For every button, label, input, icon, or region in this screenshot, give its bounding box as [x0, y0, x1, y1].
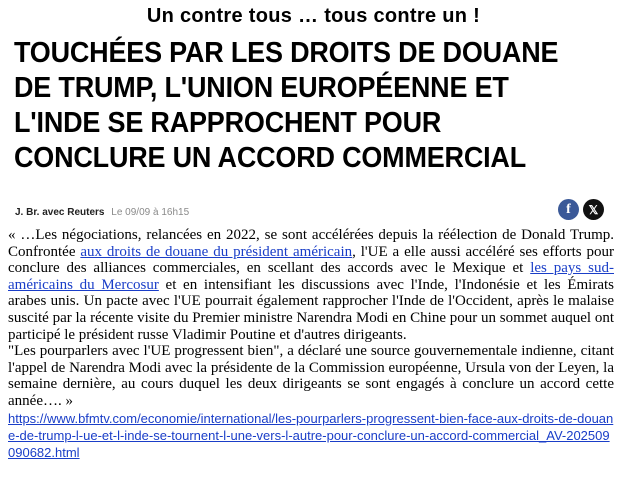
- source-url-link[interactable]: https://www.bfmtv.com/economie/international/les-pourparlers-progressent-bien-face-aux-droits-de-douane-de-trump-l-ue-et-l-inde-se-tournent-l-une-vers-l-autre-pour-conclure-un-accord-commercial_AV-202509090682.html: [8, 410, 614, 460]
- share-buttons: [558, 199, 604, 220]
- link-douane[interactable]: aux droits de douane du président américain: [80, 243, 353, 260]
- facebook-share-icon[interactable]: f: [558, 199, 579, 220]
- paragraph-1-text-b: , l'UE a elle aussi accéléré ses efforts pour conclure des alliances commerciales, en scellant des accords avec le Mexique et: [8, 243, 614, 277]
- author: J. Br. avec Reuters: [15, 207, 105, 218]
- article-headline: TOUCHÉES PAR LES DROITS DE DOUANE DE TRUMP, L'UNION EUROPÉENNE ET L'INDE SE RAPPROCHENT POUR CONCLURE UN ACCORD COMMERCIAL: [14, 37, 559, 174]
- publish-date: Le 09/09 à 16h15: [111, 207, 190, 218]
- link-mercosur[interactable]: les pays sud-américains du Mercosur: [8, 260, 614, 293]
- paragraph-1-text-c: et en intensifiant les discussions avec l'Inde, l'Indonésie et les Émirats arabes unis. Un pacte avec l'UE pourrait également rapprocher l'Inde de l'Occident, après le malaise suscité par la récente visite du Premier ministre Narendra Modi en Chine pour un sommet auquel ont participé le président russe Vladimir Poutine et d'autres dirigeants.: [8, 276, 614, 343]
- paragraph-1: [8, 227, 614, 343]
- tagline: Un contre tous … tous contre un !: [146, 5, 481, 27]
- article-meta: [15, 207, 189, 218]
- x-share-icon[interactable]: 𝕏: [583, 199, 604, 220]
- article-body: [8, 227, 614, 461]
- paragraph-1-text-a: « …Les négociations, relancées en 2022, se sont accélérées depuis la réélection de Donald Trump. Confrontée: [8, 227, 614, 260]
- paragraph-2: "Les pourparlers avec l'UE progressent bien", a déclaré une source gouvernementale indienne, citant l'appel de Narendra Modi avec la présidente de la Commission européenne, Ursula von der Leyen, la semaine dernière, au cours duquel les deux dirigeants se sont engagés à conclure un accord cette année…. »: [8, 343, 614, 409]
